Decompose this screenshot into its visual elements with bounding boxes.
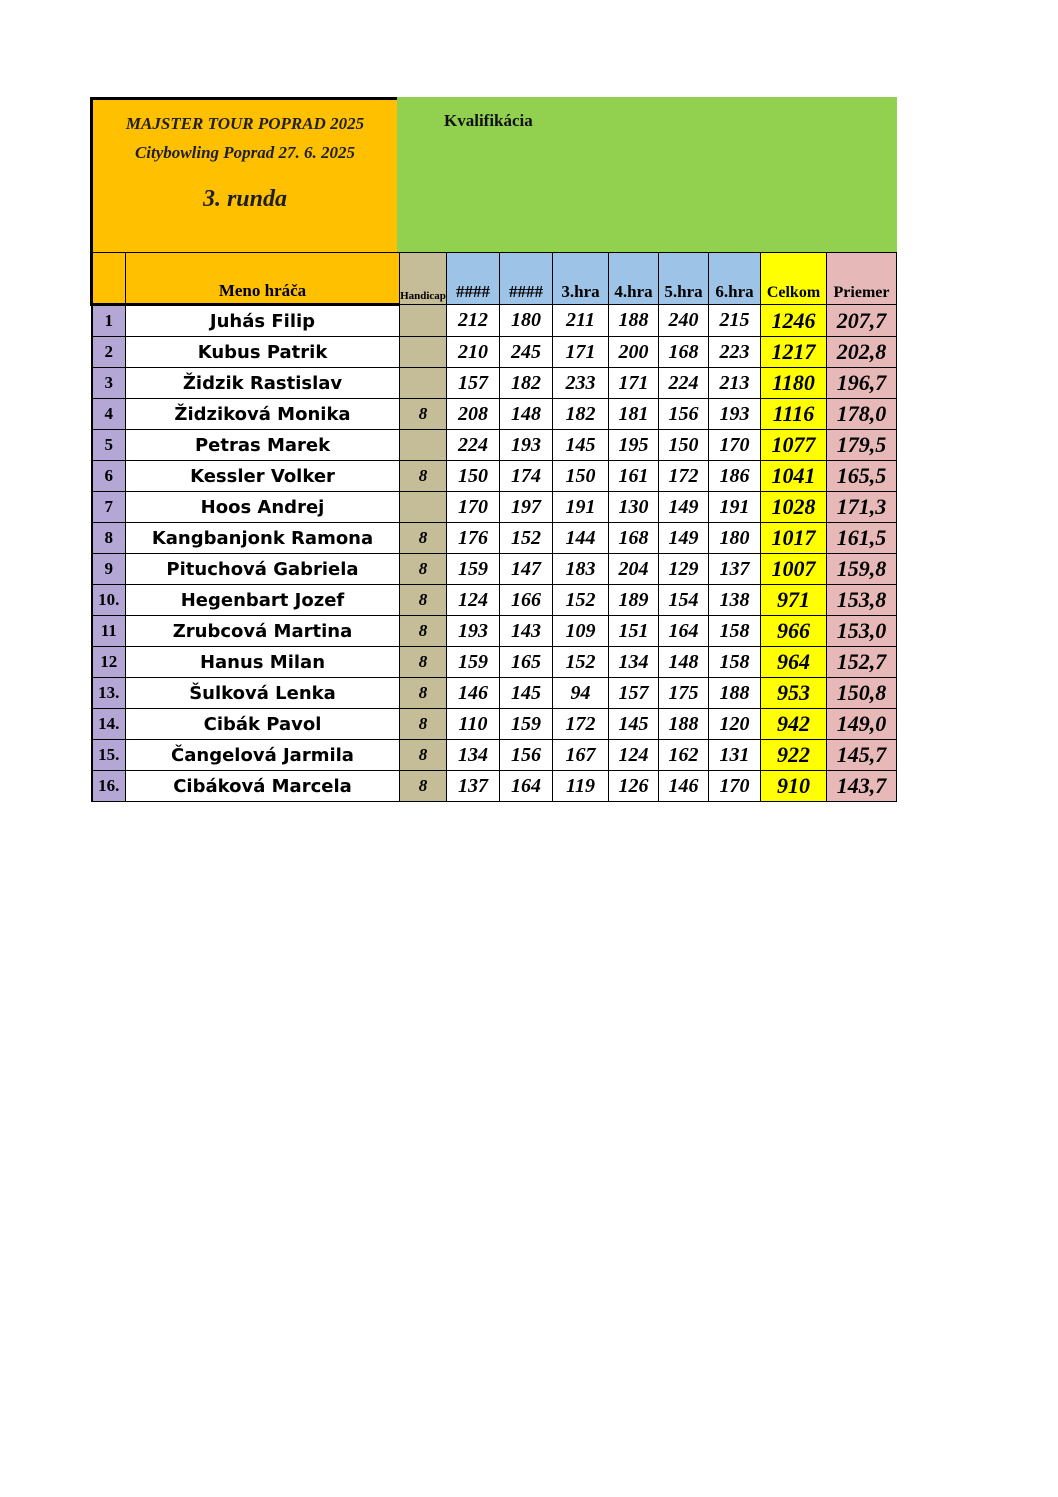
handicap-cell: 8 <box>400 709 447 740</box>
game6-score: 180 <box>709 523 761 554</box>
game1-score: 124 <box>447 585 500 616</box>
total-score: 966 <box>761 616 827 647</box>
game6-score: 193 <box>709 399 761 430</box>
player-name: Šulková Lenka <box>126 678 400 709</box>
average-score: 171,3 <box>827 492 897 523</box>
game2-score: 148 <box>500 399 553 430</box>
game1-score: 208 <box>447 399 500 430</box>
game6-header: 6.hra <box>709 253 761 305</box>
game1-score: 157 <box>447 368 500 399</box>
average-score: 145,7 <box>827 740 897 771</box>
rank-cell: 12 <box>92 647 126 678</box>
total-header: Celkom <box>761 253 827 305</box>
game6-score: 158 <box>709 647 761 678</box>
game5-score: 149 <box>659 492 709 523</box>
average-header: Priemer <box>827 253 897 305</box>
player-name: Kessler Volker <box>126 461 400 492</box>
rank-header <box>92 253 126 305</box>
average-score: 152,7 <box>827 647 897 678</box>
game5-score: 175 <box>659 678 709 709</box>
average-score: 153,0 <box>827 616 897 647</box>
results-body <box>92 305 897 802</box>
average-score: 178,0 <box>827 399 897 430</box>
handicap-cell: 8 <box>400 554 447 585</box>
handicap-cell: 8 <box>400 616 447 647</box>
game3-score: 233 <box>553 368 609 399</box>
game6-score: 191 <box>709 492 761 523</box>
stage-banner <box>397 97 897 252</box>
game2-score: 145 <box>500 678 553 709</box>
rank-cell: 15. <box>92 740 126 771</box>
average-score: 143,7 <box>827 771 897 802</box>
handicap-cell <box>400 305 447 337</box>
game6-score: 215 <box>709 305 761 337</box>
game2-score: 245 <box>500 337 553 368</box>
player-name: Židzik Rastislav <box>126 368 400 399</box>
game4-score: 161 <box>609 461 659 492</box>
results-table <box>90 252 897 802</box>
game1-score: 137 <box>447 771 500 802</box>
game2-score: 174 <box>500 461 553 492</box>
game6-score: 131 <box>709 740 761 771</box>
average-score: 179,5 <box>827 430 897 461</box>
rank-cell: 9 <box>92 554 126 585</box>
rank-cell: 14. <box>92 709 126 740</box>
game3-score: 182 <box>553 399 609 430</box>
handicap-cell: 8 <box>400 585 447 616</box>
handicap-cell: 8 <box>400 399 447 430</box>
game2-score: 159 <box>500 709 553 740</box>
table-row <box>92 616 897 647</box>
game5-score: 240 <box>659 305 709 337</box>
game2-header: #### <box>500 253 553 305</box>
handicap-cell <box>400 368 447 399</box>
total-score: 1007 <box>761 554 827 585</box>
player-name: Hegenbart Jozef <box>126 585 400 616</box>
total-score: 1180 <box>761 368 827 399</box>
total-score: 1077 <box>761 430 827 461</box>
game3-score: 150 <box>553 461 609 492</box>
handicap-cell: 8 <box>400 771 447 802</box>
rank-cell: 6 <box>92 461 126 492</box>
game3-score: 94 <box>553 678 609 709</box>
player-name: Pituchová Gabriela <box>126 554 400 585</box>
game3-score: 191 <box>553 492 609 523</box>
handicap-cell <box>400 492 447 523</box>
game2-score: 156 <box>500 740 553 771</box>
game3-header: 3.hra <box>553 253 609 305</box>
venue-date: Citybowling Poprad 27. 6. 2025 <box>134 143 356 162</box>
player-name: Hanus Milan <box>126 647 400 678</box>
game3-score: 152 <box>553 647 609 678</box>
player-name: Hoos Andrej <box>126 492 400 523</box>
player-name: Juhás Filip <box>126 305 400 337</box>
game4-score: 168 <box>609 523 659 554</box>
name-header: Meno hráča <box>126 253 400 305</box>
rank-cell: 11 <box>92 616 126 647</box>
game6-score: 120 <box>709 709 761 740</box>
table-row <box>92 585 897 616</box>
game2-score: 164 <box>500 771 553 802</box>
game4-score: 171 <box>609 368 659 399</box>
table-row <box>92 709 897 740</box>
rank-cell: 10. <box>92 585 126 616</box>
player-name: Čangelová Jarmila <box>126 740 400 771</box>
game1-score: 210 <box>447 337 500 368</box>
game4-header: 4.hra <box>609 253 659 305</box>
tournament-title: MAJSTER TOUR POPRAD 2025 <box>125 114 365 133</box>
game3-score: 172 <box>553 709 609 740</box>
game2-score: 166 <box>500 585 553 616</box>
game6-score: 223 <box>709 337 761 368</box>
rank-cell: 4 <box>92 399 126 430</box>
total-score: 942 <box>761 709 827 740</box>
total-score: 1017 <box>761 523 827 554</box>
total-score: 1246 <box>761 305 827 337</box>
game6-score: 137 <box>709 554 761 585</box>
game1-score: 170 <box>447 492 500 523</box>
table-row <box>92 492 897 523</box>
game5-score: 146 <box>659 771 709 802</box>
game6-score: 170 <box>709 771 761 802</box>
player-name: Cibáková Marcela <box>126 771 400 802</box>
game5-score: 168 <box>659 337 709 368</box>
game6-score: 170 <box>709 430 761 461</box>
game1-score: 212 <box>447 305 500 337</box>
table-row <box>92 740 897 771</box>
average-score: 159,8 <box>827 554 897 585</box>
table-row <box>92 337 897 368</box>
game3-score: 152 <box>553 585 609 616</box>
game5-score: 162 <box>659 740 709 771</box>
game2-score: 152 <box>500 523 553 554</box>
rank-cell: 3 <box>92 368 126 399</box>
table-row <box>92 305 897 337</box>
average-score: 165,5 <box>827 461 897 492</box>
total-score: 1217 <box>761 337 827 368</box>
handicap-header: Handicap <box>400 253 447 305</box>
game1-header: #### <box>447 253 500 305</box>
table-row <box>92 430 897 461</box>
game4-score: 124 <box>609 740 659 771</box>
table-row <box>92 368 897 399</box>
handicap-cell: 8 <box>400 678 447 709</box>
game5-score: 164 <box>659 616 709 647</box>
table-row <box>92 678 897 709</box>
handicap-cell <box>400 430 447 461</box>
stage-label: Kvalifikácia <box>444 111 533 130</box>
player-name: Kangbanjonk Ramona <box>126 523 400 554</box>
game4-score: 145 <box>609 709 659 740</box>
game4-score: 200 <box>609 337 659 368</box>
total-score: 1116 <box>761 399 827 430</box>
game6-score: 213 <box>709 368 761 399</box>
game3-score: 183 <box>553 554 609 585</box>
game4-score: 204 <box>609 554 659 585</box>
player-name: Kubus Patrik <box>126 337 400 368</box>
game1-score: 193 <box>447 616 500 647</box>
total-score: 1028 <box>761 492 827 523</box>
rank-cell: 1 <box>92 305 126 337</box>
total-score: 1041 <box>761 461 827 492</box>
game5-score: 154 <box>659 585 709 616</box>
average-score: 149,0 <box>827 709 897 740</box>
game1-score: 224 <box>447 430 500 461</box>
table-row <box>92 647 897 678</box>
game2-score: 147 <box>500 554 553 585</box>
table-row <box>92 523 897 554</box>
game6-score: 138 <box>709 585 761 616</box>
game2-score: 182 <box>500 368 553 399</box>
player-name: Zrubcová Martina <box>126 616 400 647</box>
rank-cell: 5 <box>92 430 126 461</box>
handicap-cell: 8 <box>400 740 447 771</box>
game2-score: 165 <box>500 647 553 678</box>
game1-score: 110 <box>447 709 500 740</box>
game4-score: 195 <box>609 430 659 461</box>
game6-score: 188 <box>709 678 761 709</box>
average-score: 153,8 <box>827 585 897 616</box>
game3-score: 145 <box>553 430 609 461</box>
game5-score: 188 <box>659 709 709 740</box>
average-score: 207,7 <box>827 305 897 337</box>
table-row <box>92 399 897 430</box>
average-score: 196,7 <box>827 368 897 399</box>
round-label: 3. runda <box>202 186 288 212</box>
game2-score: 197 <box>500 492 553 523</box>
game1-score: 176 <box>447 523 500 554</box>
player-name: Židziková Monika <box>126 399 400 430</box>
total-score: 953 <box>761 678 827 709</box>
rank-cell: 2 <box>92 337 126 368</box>
game2-score: 193 <box>500 430 553 461</box>
game5-score: 149 <box>659 523 709 554</box>
game1-score: 134 <box>447 740 500 771</box>
game4-score: 157 <box>609 678 659 709</box>
handicap-cell: 8 <box>400 461 447 492</box>
game1-score: 150 <box>447 461 500 492</box>
table-row <box>92 771 897 802</box>
game5-score: 148 <box>659 647 709 678</box>
table-row <box>92 554 897 585</box>
average-score: 202,8 <box>827 337 897 368</box>
game4-score: 181 <box>609 399 659 430</box>
rank-cell: 8 <box>92 523 126 554</box>
rank-cell: 16. <box>92 771 126 802</box>
average-score: 161,5 <box>827 523 897 554</box>
game2-score: 143 <box>500 616 553 647</box>
game3-score: 119 <box>553 771 609 802</box>
rank-cell: 13. <box>92 678 126 709</box>
total-score: 910 <box>761 771 827 802</box>
total-score: 922 <box>761 740 827 771</box>
handicap-cell: 8 <box>400 647 447 678</box>
game3-score: 167 <box>553 740 609 771</box>
game2-score: 180 <box>500 305 553 337</box>
game6-score: 158 <box>709 616 761 647</box>
table-row <box>92 461 897 492</box>
game3-score: 171 <box>553 337 609 368</box>
handicap-cell: 8 <box>400 523 447 554</box>
game3-score: 211 <box>553 305 609 337</box>
game6-score: 186 <box>709 461 761 492</box>
rank-cell: 7 <box>92 492 126 523</box>
game4-score: 134 <box>609 647 659 678</box>
game4-score: 188 <box>609 305 659 337</box>
game5-score: 224 <box>659 368 709 399</box>
header-row <box>92 253 897 305</box>
game1-score: 159 <box>447 554 500 585</box>
player-name: Petras Marek <box>126 430 400 461</box>
game4-score: 126 <box>609 771 659 802</box>
game4-score: 151 <box>609 616 659 647</box>
game3-score: 144 <box>553 523 609 554</box>
average-score: 150,8 <box>827 678 897 709</box>
game5-score: 172 <box>659 461 709 492</box>
game5-score: 150 <box>659 430 709 461</box>
player-name: Cibák Pavol <box>126 709 400 740</box>
handicap-cell <box>400 337 447 368</box>
total-score: 964 <box>761 647 827 678</box>
game1-score: 146 <box>447 678 500 709</box>
game5-header: 5.hra <box>659 253 709 305</box>
game4-score: 130 <box>609 492 659 523</box>
total-score: 971 <box>761 585 827 616</box>
game3-score: 109 <box>553 616 609 647</box>
game1-score: 159 <box>447 647 500 678</box>
game4-score: 189 <box>609 585 659 616</box>
game5-score: 156 <box>659 399 709 430</box>
game5-score: 129 <box>659 554 709 585</box>
